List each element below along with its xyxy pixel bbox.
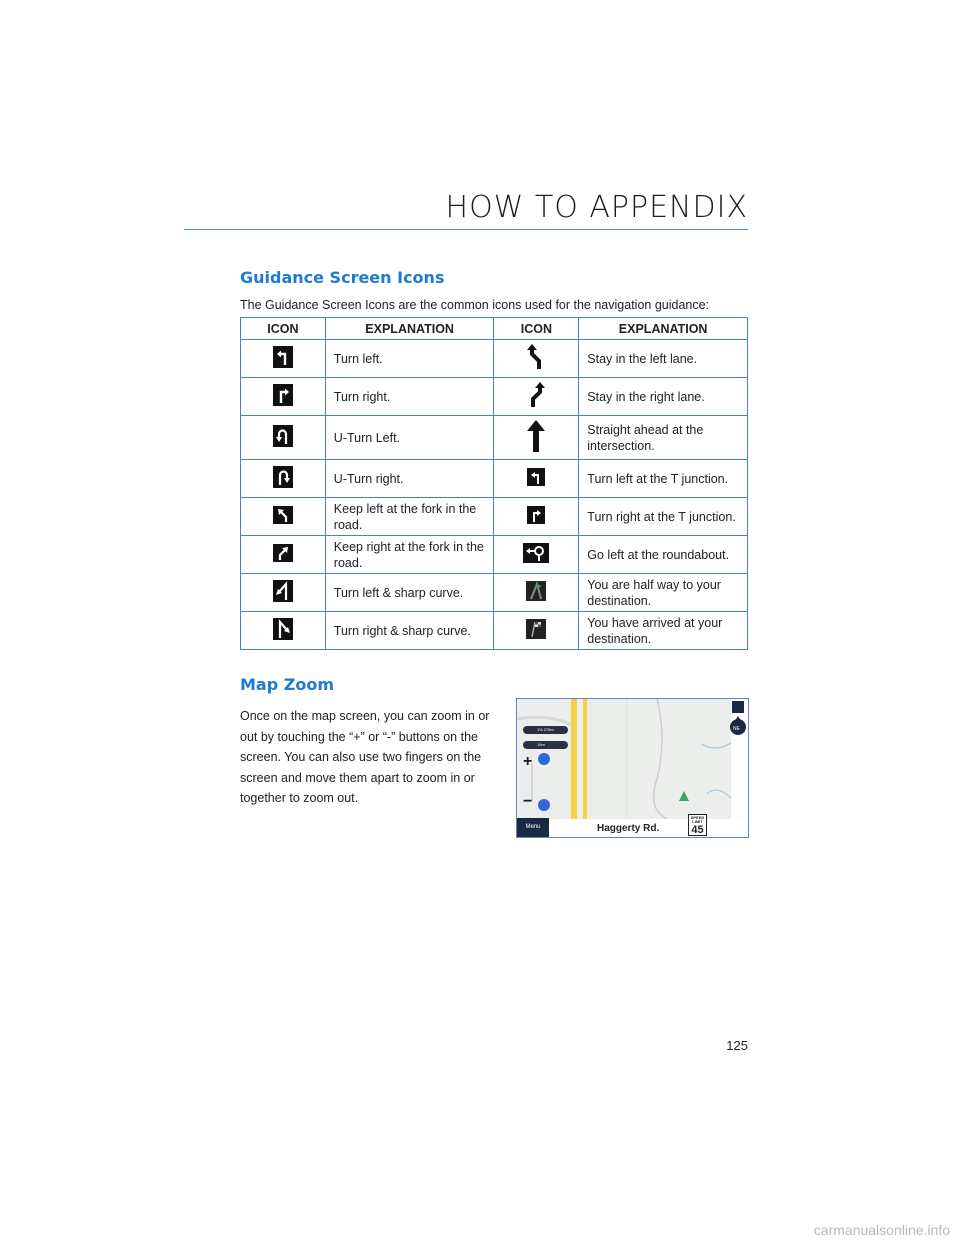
- column-header-icon: ICON: [494, 318, 579, 340]
- column-header-explanation: EXPLANATION: [325, 318, 494, 340]
- table-row: [241, 460, 748, 498]
- distance-indicator: 15m: [523, 741, 568, 749]
- table-row: [241, 498, 748, 536]
- explanation-cell: Stay in the left lane.: [579, 340, 748, 378]
- halfway-flag-icon: [526, 581, 546, 605]
- column-header-icon: ICON: [241, 318, 326, 340]
- stay-left-lane-icon: [525, 344, 547, 374]
- guidance-icons-table: [240, 317, 748, 650]
- current-road-name: Haggerty Rd.: [597, 823, 660, 834]
- explanation-cell: Keep right at the fork in the road.: [325, 536, 494, 574]
- table-row: [241, 378, 748, 416]
- explanation-cell: You are half way to your destination.: [579, 574, 748, 612]
- t-junction-right-icon: [527, 506, 545, 528]
- roundabout-left-icon: [523, 543, 549, 567]
- table-row: [241, 340, 748, 378]
- arrived-flag-icon: [526, 619, 546, 643]
- explanation-cell: Stay in the right lane.: [579, 378, 748, 416]
- t-junction-left-icon: [527, 468, 545, 490]
- guidance-heading: Guidance Screen Icons: [240, 268, 445, 287]
- explanation-cell: Keep left at the fork in the road.: [325, 498, 494, 536]
- straight-ahead-icon: [526, 420, 546, 456]
- map-zoom-body: Once on the map screen, you can zoom in or out by touching the “+” or “-” buttons on the screen. You can also use two fingers on the screen and move them apart to zoom in or together to zoom out.: [240, 709, 490, 805]
- map-menu-button[interactable]: Menu: [517, 818, 549, 837]
- compass-label: NE: [733, 726, 740, 732]
- sharp-left-icon: [273, 580, 293, 606]
- explanation-cell: Turn right at the T junction.: [579, 498, 748, 536]
- u-turn-right-icon: [273, 466, 293, 492]
- stay-right-lane-icon: [525, 382, 547, 412]
- watermark: carmanualsonline.info: [813, 1222, 950, 1238]
- table-row: [241, 612, 748, 650]
- header-divider: [184, 229, 748, 230]
- explanation-cell: Turn left.: [325, 340, 494, 378]
- column-header-explanation: EXPLANATION: [579, 318, 748, 340]
- explanation-cell: U-Turn right.: [325, 460, 494, 498]
- explanation-cell: Straight ahead at the intersection.: [579, 416, 748, 460]
- map-screen-image: [516, 698, 749, 838]
- explanation-cell: U-Turn Left.: [325, 416, 494, 460]
- map-zoom-heading: Map Zoom: [240, 675, 334, 694]
- distance-indicator: 1½ 275m: [523, 726, 568, 734]
- fork-keep-right-icon: [273, 544, 293, 566]
- u-turn-left-icon: [273, 425, 293, 451]
- turn-left-icon: [273, 346, 293, 372]
- explanation-cell: Turn left & sharp curve.: [325, 574, 494, 612]
- fork-keep-left-icon: [273, 506, 293, 528]
- zoom-in-button[interactable]: +: [523, 753, 533, 770]
- explanation-cell: Turn right.: [325, 378, 494, 416]
- explanation-cell: Go left at the roundabout.: [579, 536, 748, 574]
- explanation-cell: You have arrived at your destination.: [579, 612, 748, 650]
- explanation-cell: Turn left at the T junction.: [579, 460, 748, 498]
- explanation-cell: Turn right & sharp curve.: [325, 612, 494, 650]
- turn-right-icon: [273, 384, 293, 410]
- sharp-right-icon: [273, 618, 293, 644]
- speed-limit-sign: [688, 814, 707, 836]
- map-background: [517, 699, 749, 838]
- speed-limit-value: 45: [691, 824, 704, 836]
- page-number: 125: [726, 1038, 748, 1053]
- table-row: [241, 416, 748, 460]
- page-section-title: HOW TO APPENDIX: [445, 190, 748, 225]
- speed-limit-label: SPEED LIMIT: [690, 815, 705, 824]
- zoom-out-button[interactable]: −: [523, 793, 533, 810]
- guidance-intro: The Guidance Screen Icons are the common icons used for the navigation guidance:: [240, 298, 710, 312]
- table-row: [241, 574, 748, 612]
- table-row: [241, 536, 748, 574]
